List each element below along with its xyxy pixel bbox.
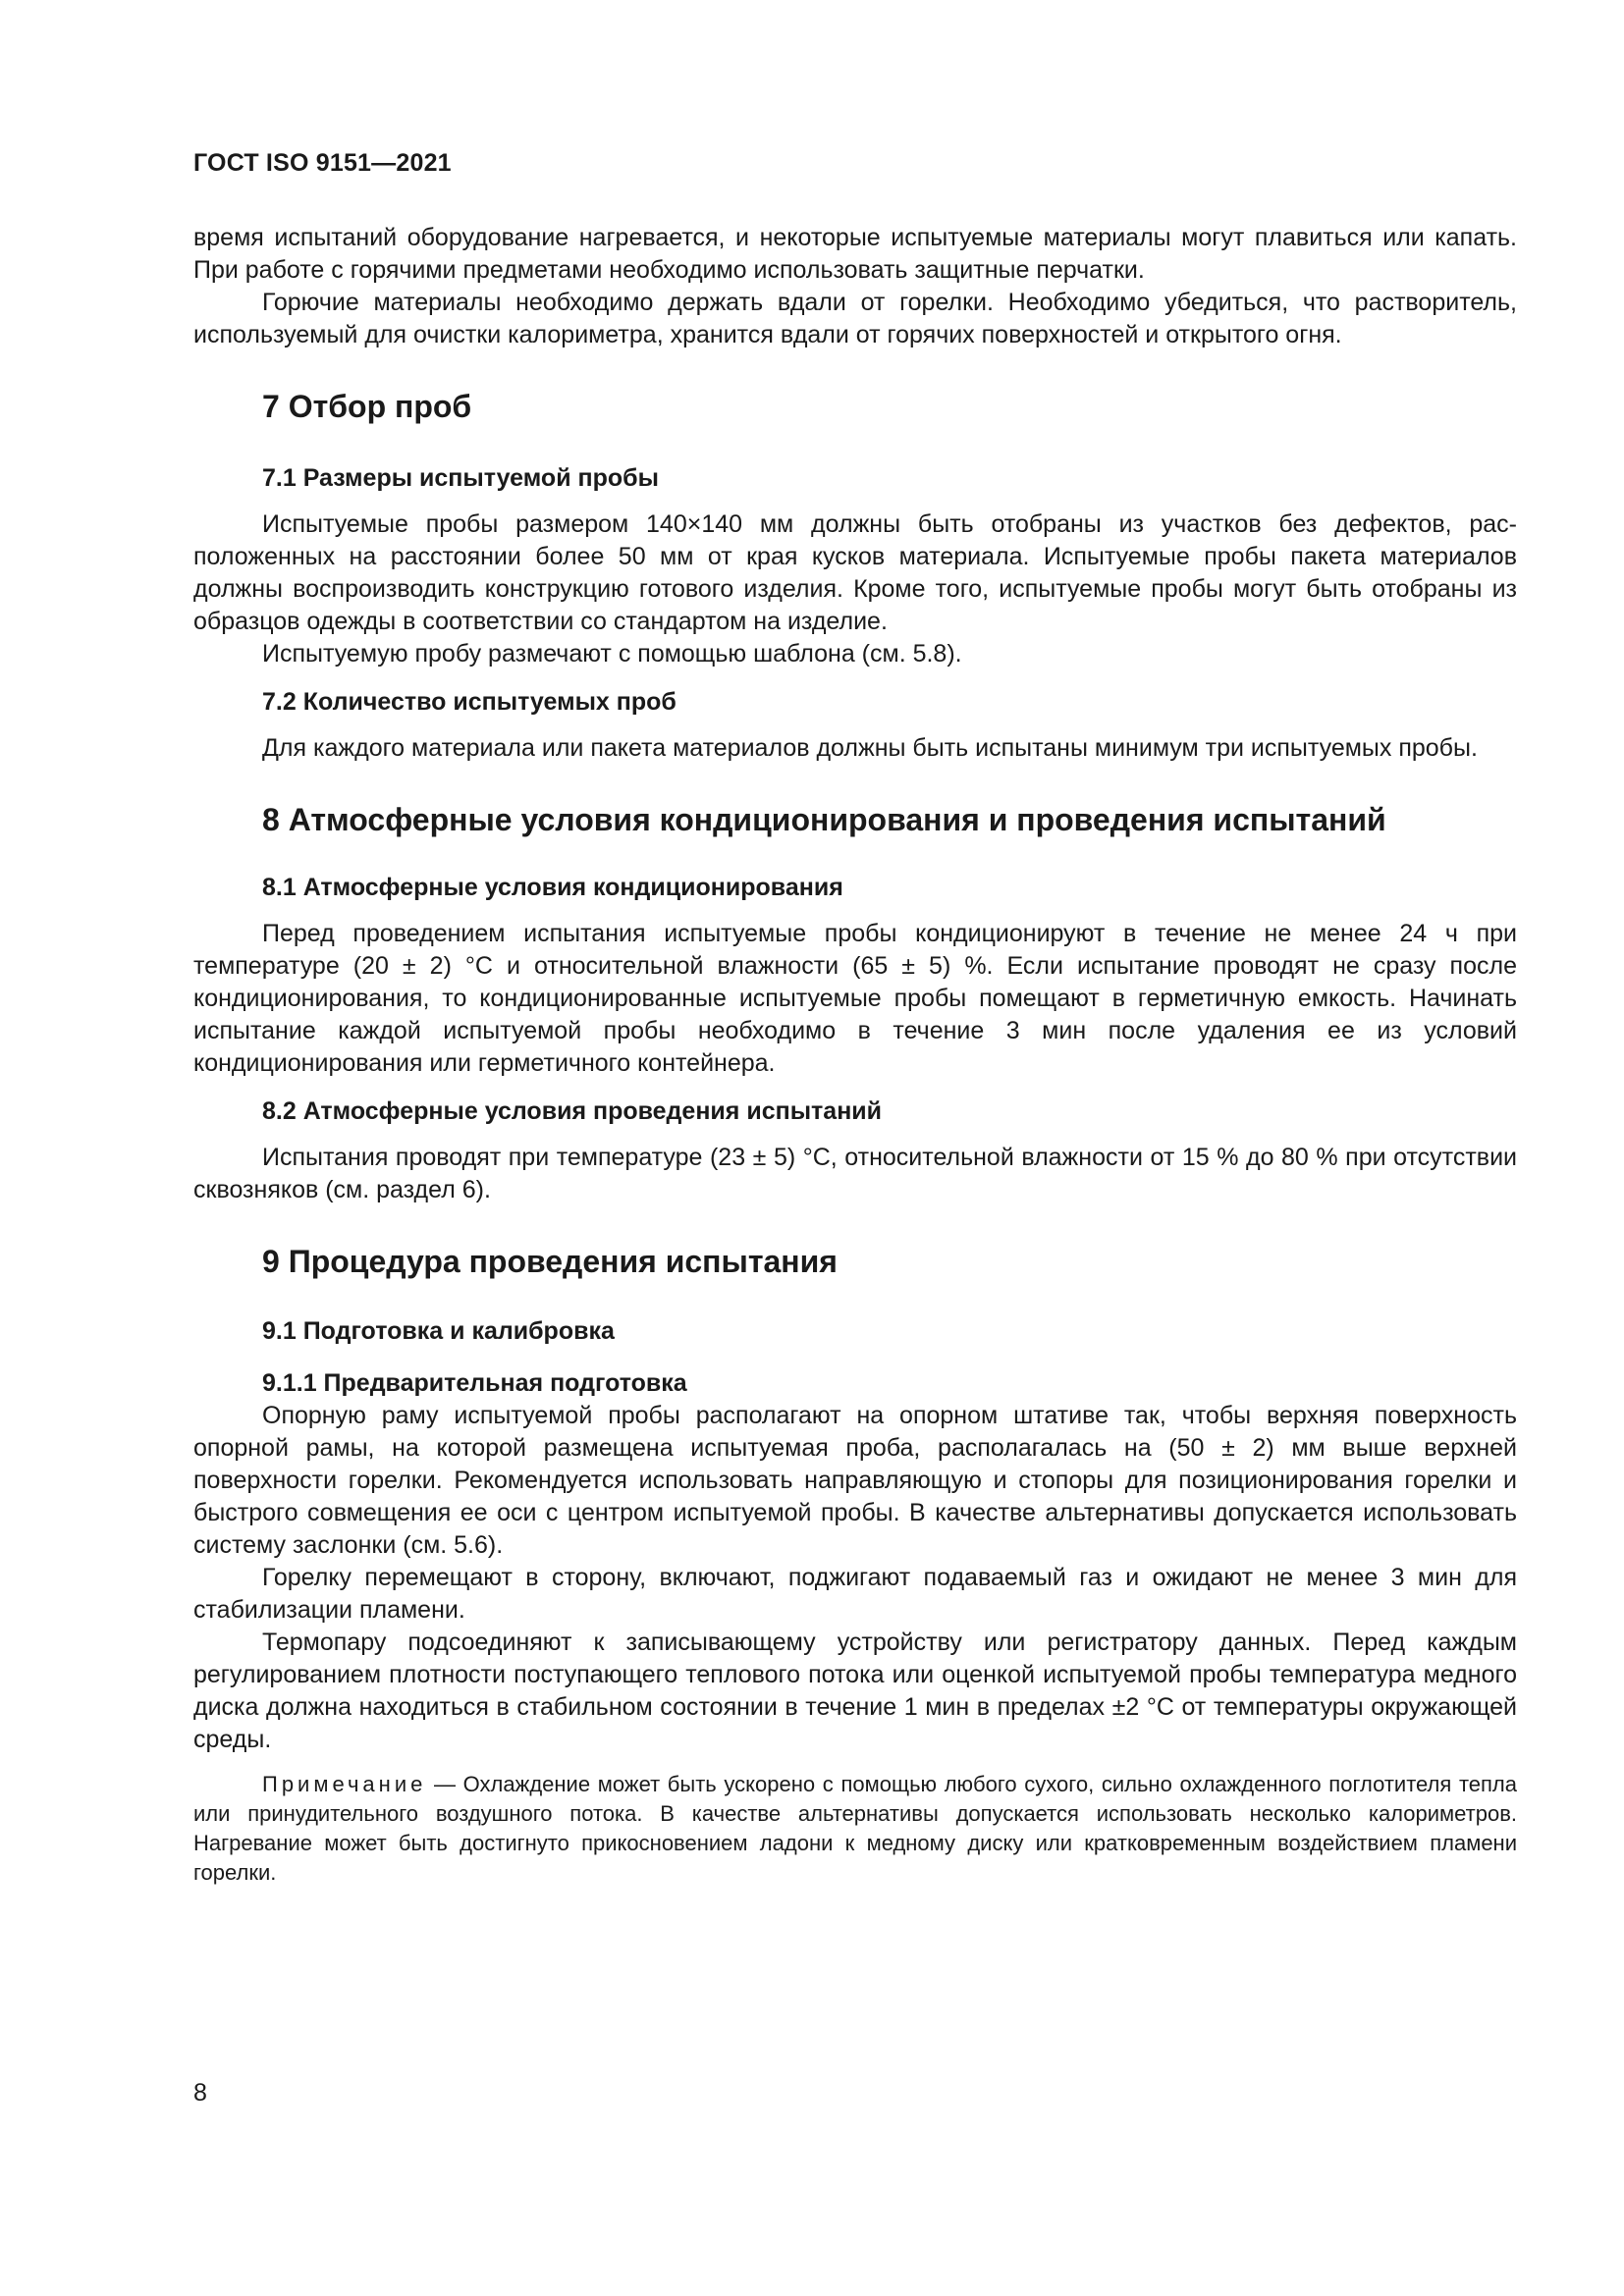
section-8-heading: 8 Атмосферные условия кондиционирования и проведения испытаний — [262, 802, 1386, 837]
subsection-7-2-heading: 7.2 Количество испытуемых проб — [262, 688, 677, 716]
subsection-7-1-paragraph-2: Испытуемую пробу размечают с помощью шаблона (см. 5.8). — [262, 640, 962, 667]
subsection-7-2-paragraph-1: Для каждого материала или пакета материалов должны быть испытаны минимум три испытуемых пробы. — [262, 734, 1478, 762]
subsection-8-2-heading: 8.2 Атмосферные условия проведения испытаний — [262, 1097, 883, 1125]
note-label: Примечание — [262, 1772, 427, 1796]
section-7-heading: 7 Отбор проб — [262, 389, 472, 424]
subsection-9-1-1-paragraph-2: Горелку перемещают в сторону, включают, поджигают подаваемый газ и ожидают не менее 3 мин для стабилизации пламени. — [193, 1564, 1517, 1624]
intro-paragraph-2: Горючие материалы необходимо держать вдали от горелки. Необходимо убедиться, что растворитель, используемый для очистки калориметра, хранится вдали от горячих поверхностей и открытого огня. — [193, 289, 1517, 348]
note-text: — Охлаждение может быть ускорено с помощью любого сухого, сильно охлажденного поглотителя тепла или принудительного воздушного потока. В качестве альтернативы допускается использовать несколько калориметров. Нагревание может быть достигнуто прикосновением ладони к медному диску или кратковременным воздействием пламени горелки. — [193, 1772, 1517, 1885]
intro-paragraph-1: время испытаний оборудование нагревается, и некоторые испытуемые материалы могут плавиться или капать. При работе с горячими предметами необходимо использовать защитные перчатки. — [193, 224, 1517, 284]
subsection-7-1-heading: 7.1 Размеры испытуемой пробы — [262, 464, 659, 492]
page-number: 8 — [193, 2079, 207, 2107]
subsection-8-1-paragraph-1: Перед проведением испытания испытуемые пробы кондиционируют в течение не менее 24 ч при температуре (20 ± 2) °С и относительной влажности (65 ± 5) %. Если испытание проводят не сразу после кондиционирования, то кондиционированные испытуемые пробы помещают в герметичную емкость. Начинать испытание каждой испытуемой пробы необходимо в течение 3 мин после удаления ее из условий кондиционирования или герметичного контейнера. — [193, 920, 1517, 1077]
section-9-heading: 9 Процедура проведения испытания — [262, 1244, 838, 1279]
document-body — [193, 222, 1517, 1888]
subsection-9-1-1-heading: 9.1.1 Предварительная подготовка — [262, 1369, 687, 1397]
subsection-7-1-paragraph-1: Испытуемые пробы размером 140×140 мм должны быть отобраны из участков без дефектов, расположенных на расстоянии более 50 мм от края кусков материала. Испытуемые пробы пакета материалов должны воспроизводить конструкцию готового изделия. Кроме того, испытуемые пробы могут быть отобраны из образцов одежды в соответствии со стандартом на изделие. — [193, 510, 1517, 635]
subsection-9-1-1-paragraph-3: Термопару подсоединяют к записывающему устройству или регистратору данных. Перед каждым регулированием плотности поступающего теплового потока или оценкой испытуемой пробы температура медного диска должна находиться в стабильном состоянии в течение 1 мин в пределах ±2 °С от температуры окружающей среды. — [193, 1629, 1517, 1753]
subsection-9-1-heading: 9.1 Подготовка и калибровка — [262, 1317, 615, 1345]
subsection-9-1-1-paragraph-1: Опорную раму испытуемой пробы располагают на опорном штативе так, чтобы верхняя поверхность опорной рамы, на которой размещена испытуемая проба, располагалась на (50 ± 2) мм выше верхней поверхности горелки. Рекомендуется использовать направляющую и стопоры для позиционирования горелки и быстрого совмещения ее оси с центром испытуемой пробы. В качестве альтернативы допускается использовать систему заслонки (см. 5.6). — [193, 1402, 1517, 1559]
subsection-8-1-heading: 8.1 Атмосферные условия кондиционирования — [262, 874, 843, 901]
note-paragraph — [193, 1770, 1517, 1888]
subsection-8-2-paragraph-1: Испытания проводят при температуре (23 ± 5) °С, относительной влажности от 15 % до 80 % при отсутствии сквозняков (см. раздел 6). — [193, 1144, 1517, 1203]
document-header: ГОСТ ISO 9151—2021 — [193, 149, 452, 177]
